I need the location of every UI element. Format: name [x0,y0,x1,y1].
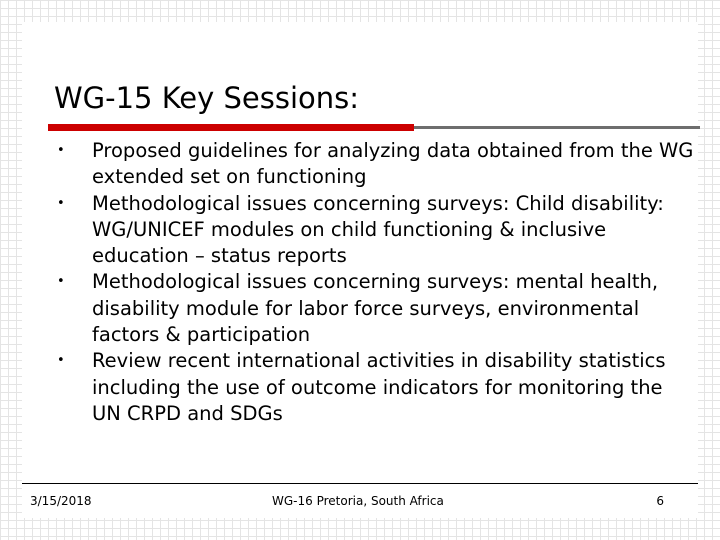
footer-page-number: 6 [656,494,664,508]
footer-divider [22,483,698,484]
bullet-dot-icon: • [57,195,65,211]
bullet-text: Proposed guidelines for analyzing data obtained from the WG extended set on functioning [92,139,694,189]
bullet-item [54,191,694,270]
bullet-text: Review recent international activities in disability statistics including the use of outcome indicators for monitoring the UN CRPD and SDGs [92,349,666,425]
bullet-item [54,269,694,348]
slide-title: WG-15 Key Sessions: [54,81,360,115]
bullet-item [54,348,694,427]
bullet-list [54,138,694,427]
title-underline-rule [414,126,700,129]
bullet-dot-icon: • [57,353,65,369]
bullet-text: Methodological issues concerning surveys: mental health, disability module for labor force surveys, environmental factors & participation [92,270,659,347]
bullet-dot-icon: • [57,143,65,158]
footer-event: WG-16 Pretoria, South Africa [272,494,444,508]
bullet-dot-icon: • [57,274,65,290]
title-underline-accent [48,124,414,131]
bullet-text: Methodological issues concerning surveys: Child disability: WG/UNICEF modules on child functioning & inclusive education – status reports [92,191,664,268]
bullet-item [54,138,694,191]
footer-date: 3/15/2018 [30,494,92,508]
